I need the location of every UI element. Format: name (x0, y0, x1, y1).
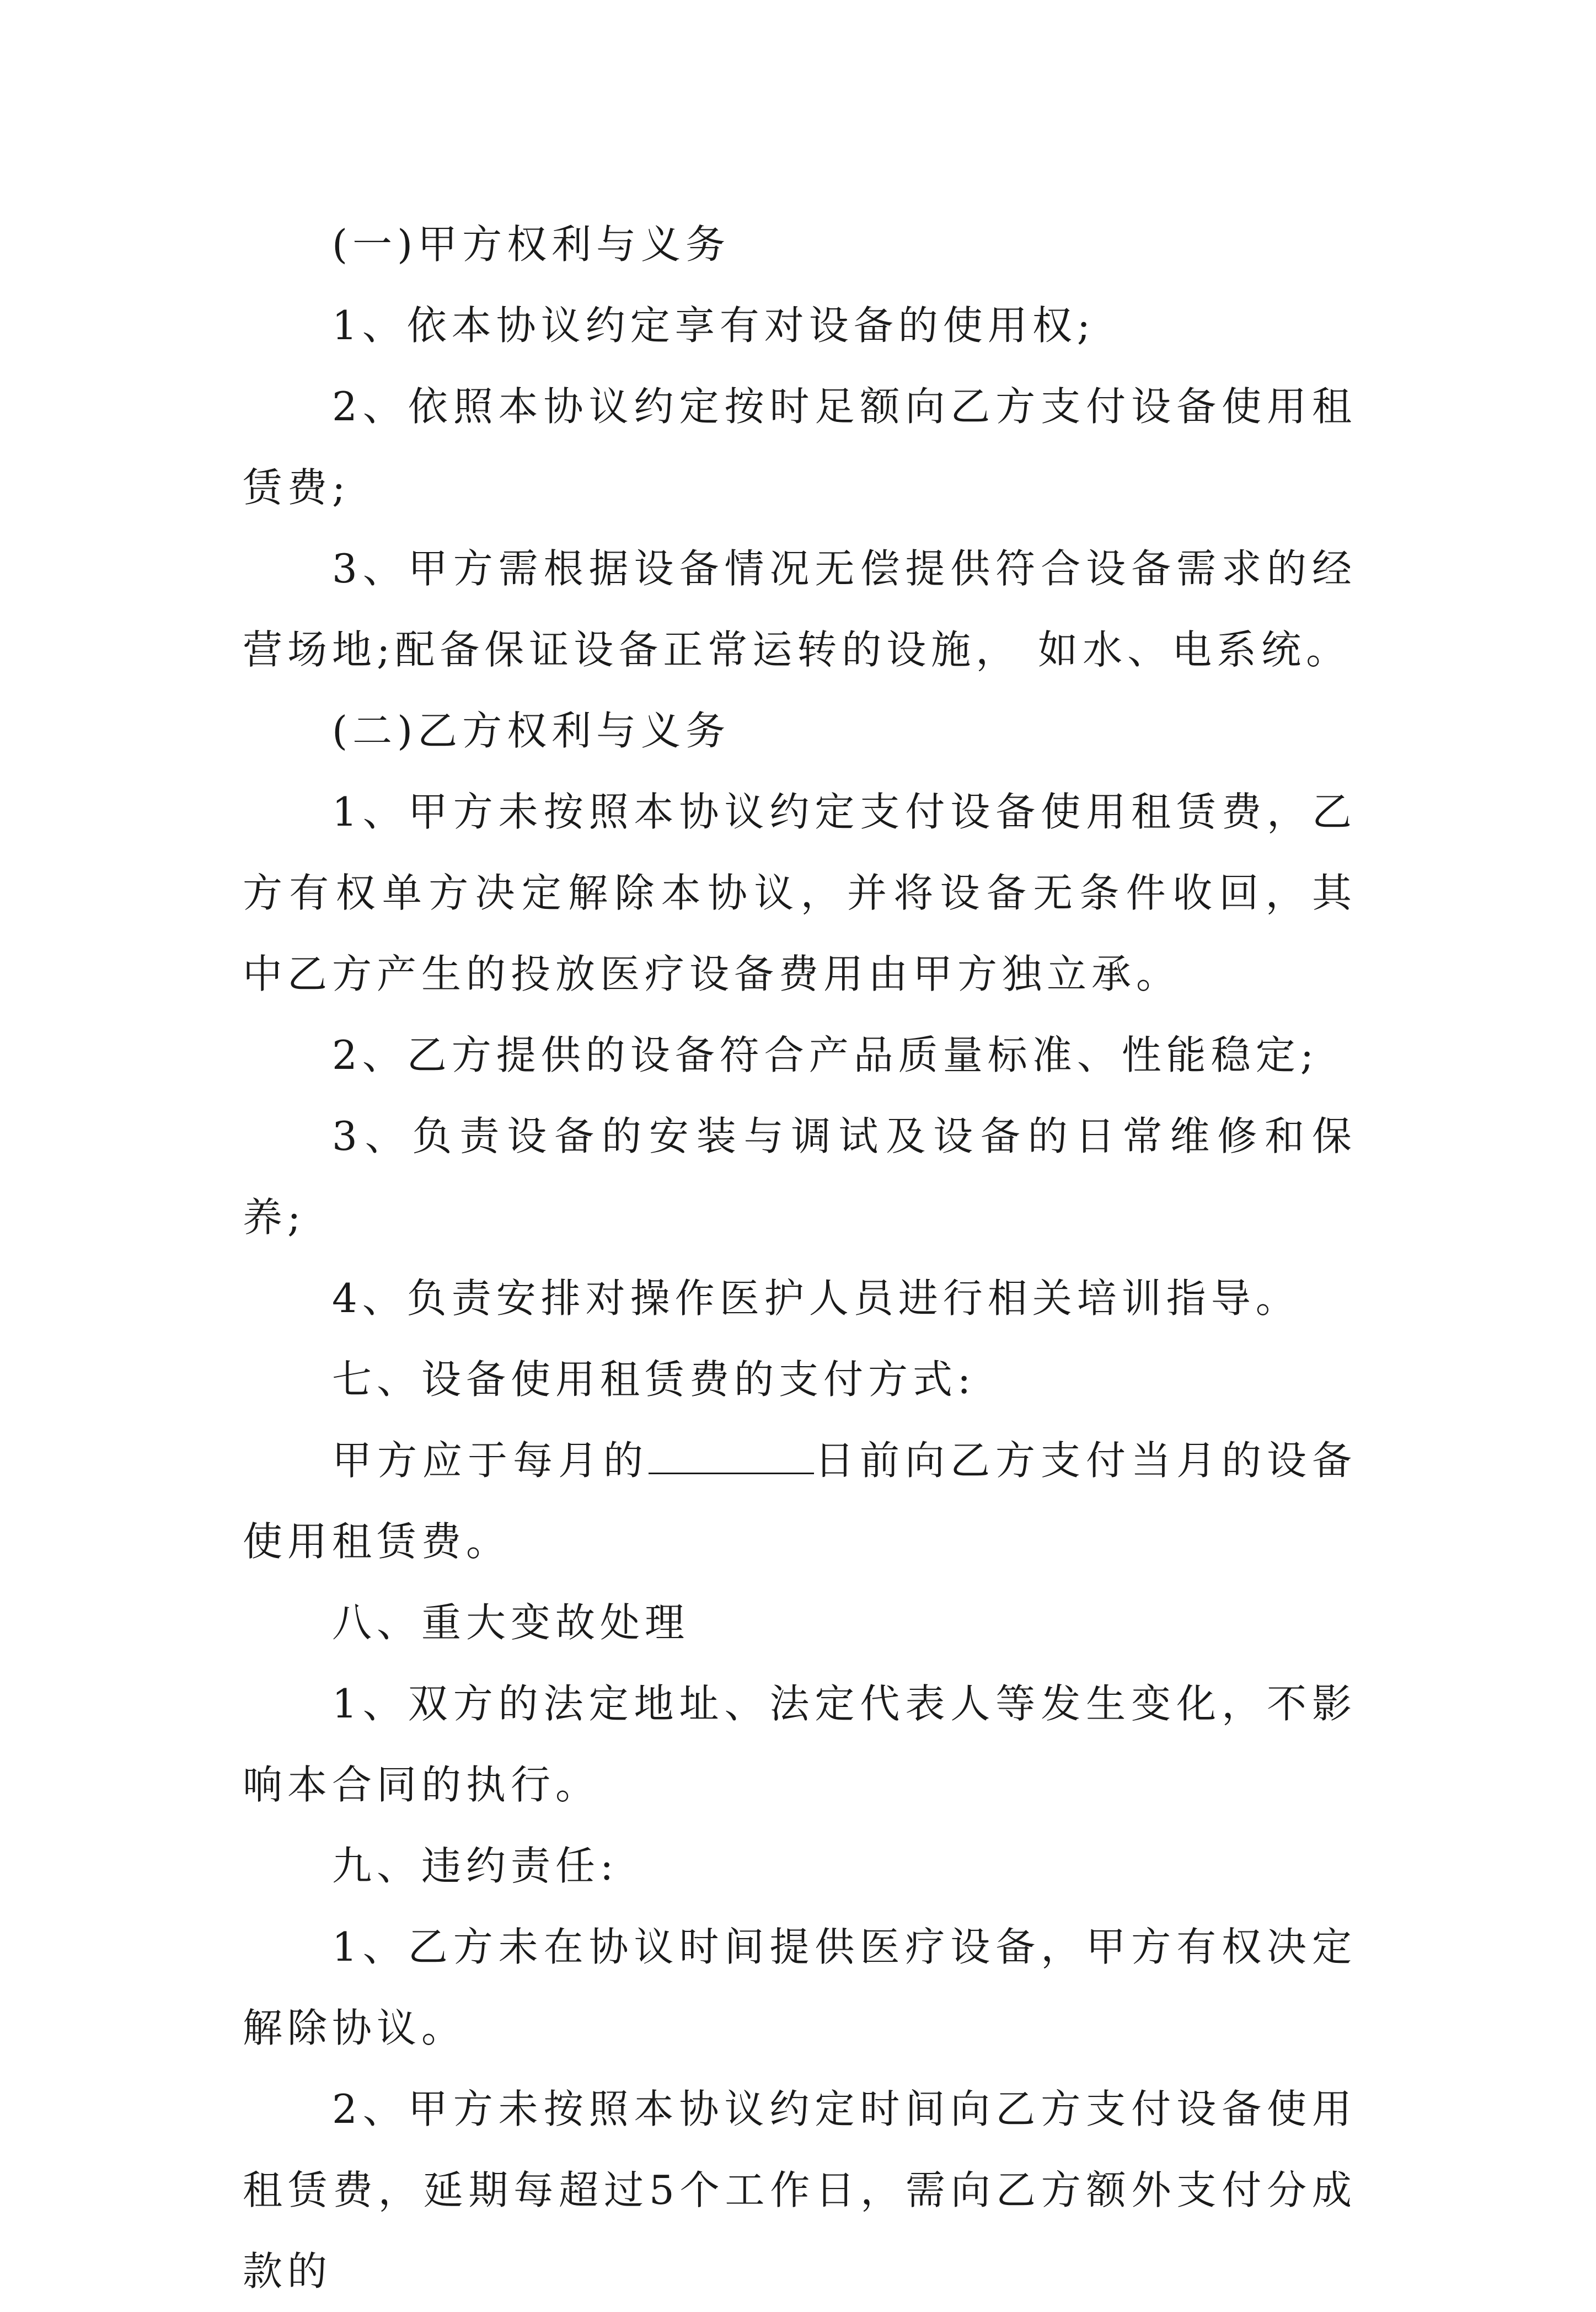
document-body (243, 204, 1357, 2312)
clause-b-1: 1、甲方未按照本协议约定支付设备使用租赁费，乙方有权单方决定解除本协议，并将设备无条件收回，其中乙方产生的投放医疗设备费用由甲方独立承。 (243, 789, 1357, 997)
clause-b-3: 3、负责设备的安装与调试及设备的日常维修和保养; (243, 1113, 1357, 1240)
heading-major-changes: 八、重大变故处理 (332, 1599, 690, 1646)
clause-b-4: 4、负责安排对操作医护人员进行相关培训指导。 (332, 1275, 1300, 1321)
clause-changes-1: 1、双方的法定地址、法定代表人等发生变化，不影响本合同的执行。 (243, 1681, 1357, 1808)
payment-text-after: 日前向乙方支付当月的设备使用租赁费。 (243, 1437, 1357, 1565)
heading-liability: 九、违约责任: (332, 1843, 619, 1889)
clause-a-1: 1、依本协议约定享有对设备的使用权; (332, 302, 1096, 349)
clause-liability-1: 1、乙方未在协议时间提供医疗设备，甲方有权决定解除协议。 (243, 1924, 1357, 2051)
heading-party-b-rights: (二)乙方权利与义务 (332, 708, 731, 754)
clause-payment (243, 1420, 1357, 1582)
payment-text-before: 甲方应于每月的 (332, 1437, 649, 1484)
clause-b-2: 2、乙方提供的设备符合产品质量标准、性能稳定; (332, 1032, 1319, 1078)
heading-payment-method: 七、设备使用租赁费的支付方式: (332, 1356, 976, 1403)
clause-a-2: 2、依照本协议约定按时足额向乙方支付设备使用租赁费; (243, 383, 1357, 511)
payment-day-blank (649, 1439, 814, 1474)
clause-a-3: 3、甲方需根据设备情况无偿提供符合设备需求的经营场地;配备保证设备正常运转的设施， 如水、电系统。 (243, 545, 1357, 673)
heading-party-a-rights: (一)甲方权利与义务 (332, 221, 731, 267)
clause-liability-2: 2、甲方未按照本协议约定时间向乙方支付设备使用租赁费，延期每超过5个工作日，需向乙方额外支付分成款的 (243, 2086, 1357, 2294)
